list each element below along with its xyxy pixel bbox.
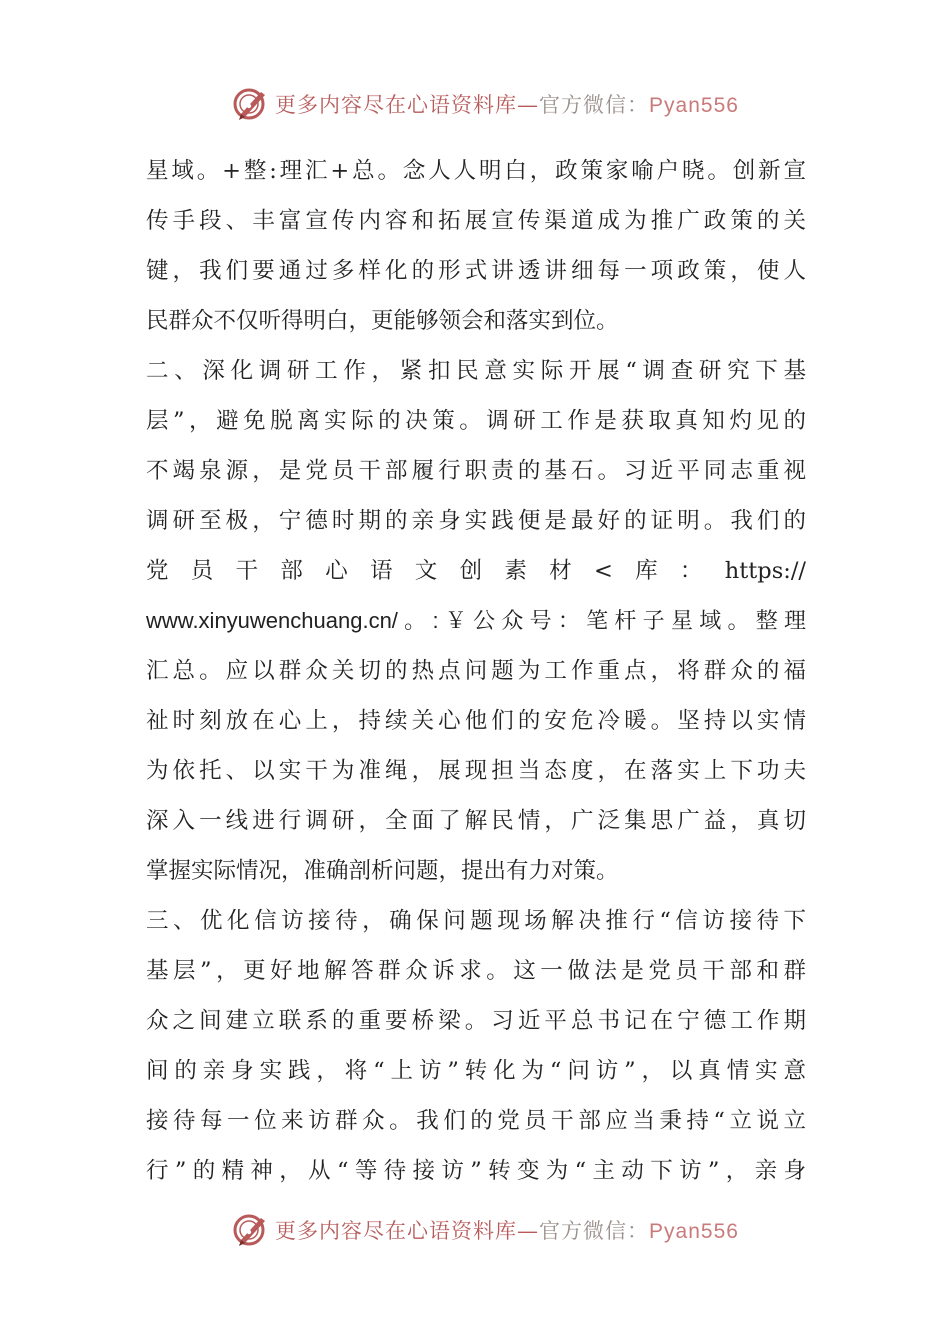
body-line: 键，我们要通过多样化的形式讲透讲细每一项政策，使人 [146, 258, 806, 284]
body-line: 层”，避免脱离实际的决策。调研工作是获取真知灼见的 [146, 408, 806, 434]
banner-main-text: 更多内容尽在心语资料库 [275, 93, 518, 117]
body-line: 间的亲身实践，将“上访”转化为“问访”，以真情实意 [146, 1058, 806, 1084]
banner-separator: — [517, 1219, 540, 1243]
footer-banner-text [275, 1215, 739, 1245]
body-line: 三、优化信访接待，确保问题现场解决推行“信访接待下 [146, 908, 806, 934]
body-line: 汇总。应以群众关切的热点问题为工作重点，将群众的福 [146, 658, 806, 684]
body-line: 行”的精神，从“等待接访”转变为“主动下访”，亲身 [146, 1158, 806, 1184]
banner-wechat-id: Pyan556 [649, 1220, 739, 1243]
banner-main-text: 更多内容尽在心语资料库 [275, 1219, 518, 1243]
footer-banner [0, 1208, 950, 1252]
body-line: 调研至极，宁德时期的亲身实践便是最好的证明。我们的 [146, 508, 806, 534]
pen-logo-icon [231, 1210, 271, 1250]
body-line: 深入一线进行调研，全面了解民情，广泛集思广益，真切 [146, 808, 806, 834]
body-line: 传手段、丰富宣传内容和拓展宣传渠道成为推广政策的关 [146, 208, 806, 234]
body-line: 不竭泉源，是党员干部履行职责的基石。习近平同志重视 [146, 458, 806, 484]
body-line: 基层”，更好地解答群众诉求。这一做法是党员干部和群 [146, 958, 806, 984]
body-line: 祉时刻放在心上，持续关心他们的安危冷暖。坚持以实情 [146, 708, 806, 734]
body-line: 民群众不仅听得明白，更能够领会和落实到位。 [146, 308, 619, 334]
banner-wechat-label: 官方微信： [539, 93, 650, 117]
body-line: www.xinyuwenchuang.cn/。:￥公众号：笔杆子星域。整理 [146, 608, 806, 633]
body-line: 党员干部心语文创素材<库：https:// [146, 558, 806, 584]
banner-separator: — [517, 93, 540, 117]
header-banner [0, 82, 950, 126]
pen-logo-icon [231, 84, 271, 124]
body-line: 众之间建立联系的重要桥梁。习近平总书记在宁德工作期 [146, 1008, 806, 1034]
body-line: 二、深化调研工作，紧扣民意实际开展“调查研究下基 [146, 358, 806, 384]
body-line: 掌握实际情况，准确剖析问题，提出有力对策。 [146, 858, 619, 884]
header-banner-text [275, 89, 739, 119]
body-line: 为依托、以实干为准绳，展现担当态度，在落实上下功夫 [146, 758, 806, 784]
body-line: 星域。+整:理汇+总。念人人明白，政策家喻户晓。创新宣 [146, 158, 806, 184]
banner-wechat-id: Pyan556 [649, 94, 739, 117]
document-body [146, 146, 806, 1196]
body-line: 接待每一位来访群众。我们的党员干部应当秉持“立说立 [146, 1108, 806, 1134]
banner-wechat-label: 官方微信： [539, 1219, 650, 1243]
